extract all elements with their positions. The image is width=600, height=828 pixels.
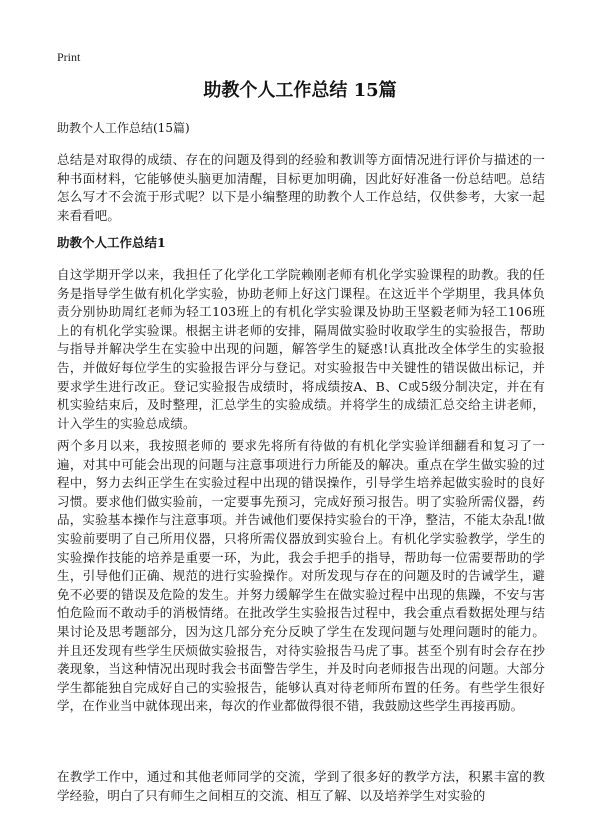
section-heading: 助教个人工作总结1	[57, 235, 166, 250]
document-subtitle: 助教个人工作总结(15篇)	[57, 121, 190, 135]
body-paragraph: 在教学工作中，通过和其他老师同学的交流，学到了很多好的教学方法，积累丰富的教学经验，明白了只有师生之间相互的交流、相互了解、以及培养学生对实验的	[57, 769, 545, 803]
body-paragraph: 两个多月以来，我按照老师的 要求先将所有待做的有机化学实验详细翻看和复习了一遍，对其中可能会出现的问题与注意事项进行力所能及的解决。重点在学生做实验的过程中，努力去纠正学生在实验过程中出现的错误操作，引导学生培养起做实验时的良好习惯。要求他们做实验前，一定要事先预习，完成好预习报告。明了实验所需仪器，药品，实验基本操作与注意事项。并告诫他们要保持实验台的干净，整洁，不能太杂乱!做实验前要明了自己所用仪器，只将所需仪器放到实验台上。有机化学实验教学，学生的实验操作技能的培养是重要一环，为此，我会手把手的指导，帮助每一位需要帮助的学生，引导他们正确、规范的进行实验操作。对所发现与存在的问题及时的告诫学生，避免不必要的错误及危险的发生。并努力缓解学生在做实验过程中出现的焦躁，不安与害怕危险而不敢动手的消极情绪。在批改学生实验报告过程中，我会重点看数据处理与结果讨论及思考题部分，因为这几部分充分反映了学生在发现问题与处理问题时的能力。并且还发现有些学生厌烦做实验报告，对待实验报告马虎了事。甚至个别有时会存在抄袭现象，当这种情况出现时我会书面警告学生，并及时向老师报告出现的问题。大部分学生都能独自完成好自己的实验报告，能够认真对待老师所布置的任务。有些学生很好学，在作业当中就体现出来，每次的作业都做得很不错，我鼓励这些学生再接再励。	[57, 438, 545, 714]
print-link[interactable]: Print	[57, 50, 81, 64]
document-title: 助教个人工作总结 15篇	[203, 80, 397, 101]
intro-paragraph: 总结是对取得的成绩、存在的问题及得到的经验和教训等方面情况进行评价与描述的一种书面材料，它能够使头脑更加清醒，目标更加明确，因此好好准备一份总结吧。总结怎么写才不会流于形式呢？以下是小编整理的助教个人工作总结，仅供参考，大家一起来看看吧。	[57, 152, 545, 223]
body-paragraph: 自这学期开学以来，我担任了化学化工学院赖刚老师有机化学实验课程的助教。我的任务是指导学生做有机化学实验，协助老师上好这门课程。在这近半个学期里，我具体负责分别协助周红老师为轻工103班上的有机化学实验课及协助王坚毅老师为轻工106班上的有机化学实验课。根据主讲老师的安排，隔周做实验时收取学生的实验报告，帮助与指导并解决学生在实验中出现的问题，解答学生的疑惑!认真批改全体学生的实验报告，并做好每位学生的实验报告评分与登记。对实验报告中关键性的错误做出标记，并要求学生进行改正。登记实验报告成绩时，将成绩按A、B、C或5级分制决定，并在有机实验结束后，及时整理，汇总学生的实验成绩。并将学生的成绩汇总交给主讲老师，计入学生的实验总成绩。	[57, 267, 545, 431]
